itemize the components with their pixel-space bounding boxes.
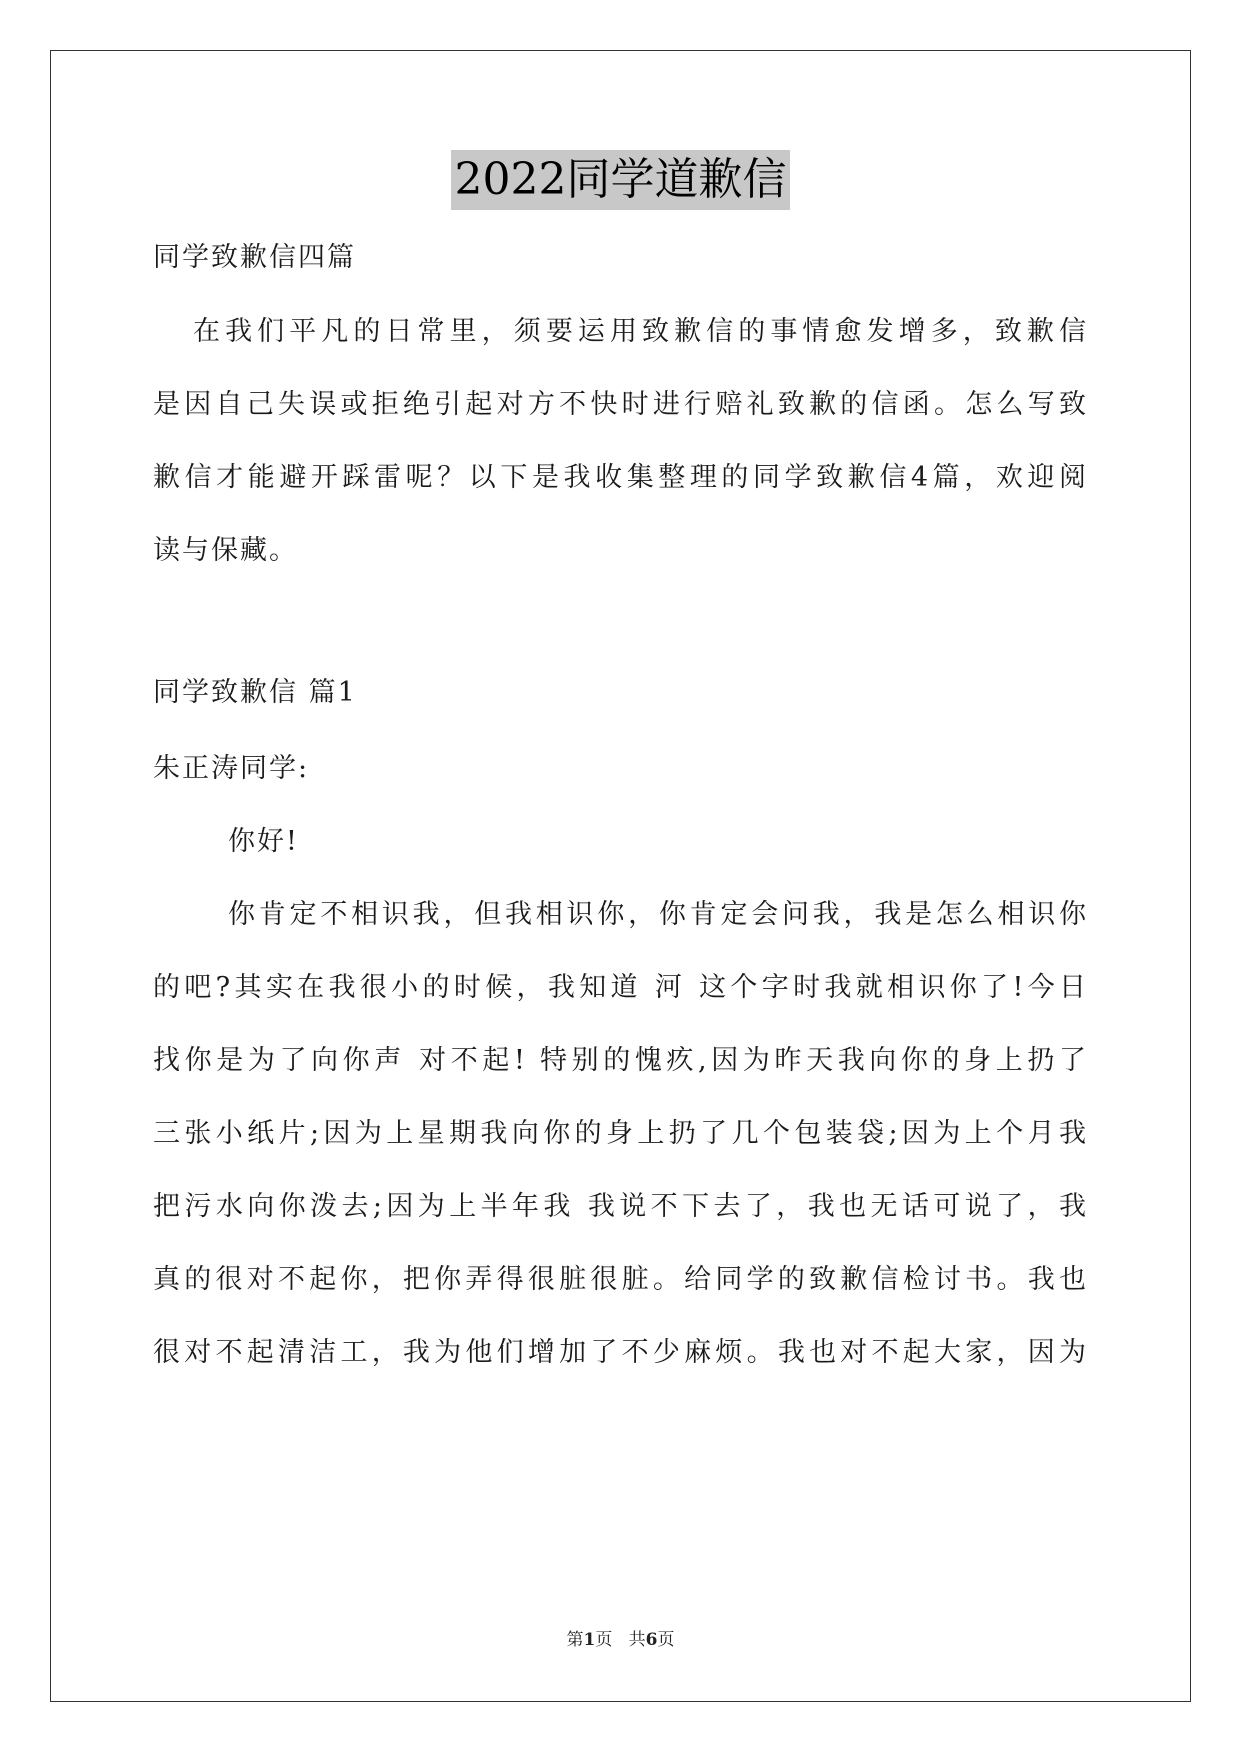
- body-line: 你肯定不相识我，但我相识你，你肯定会问我，我是怎么相识你: [228, 899, 1088, 930]
- body-line: 把污水向你泼去;因为上半年我 我说不下去了，我也无话可说了，我: [153, 1191, 1088, 1222]
- body-line: 真的很对不起你，把你弄得很脏很脏。给同学的致歉信检讨书。我也: [153, 1264, 1088, 1295]
- page-border: [50, 50, 1191, 1702]
- page-footer: [0, 1628, 1241, 1652]
- intro-line: 歉信才能避开踩雷呢？以下是我收集整理的同学致歉信4篇，欢迎阅: [153, 462, 1088, 493]
- body-line: 三张小纸片;因为上星期我向你的身上扔了几个包装袋;因为上个月我: [153, 1118, 1088, 1149]
- title-container: [0, 150, 1241, 210]
- intro-line: 是因自己失误或拒绝引起对方不快时进行赔礼致歉的信函。怎么写致: [153, 389, 1088, 420]
- body-line: 找你是为了向你声 对不起! 特别的愧疚,因为昨天我向你的身上扔了: [153, 1045, 1088, 1076]
- intro-line: 读与保藏。: [153, 535, 298, 566]
- body-line: 很对不起清洁工，我为他们增加了不少麻烦。我也对不起大家，因为: [153, 1337, 1088, 1368]
- greeting: 你好!: [228, 826, 299, 857]
- footer-suffix: 页: [657, 1630, 675, 1650]
- current-page-number: 1: [583, 1630, 596, 1650]
- document-subtitle: 同学致歉信四篇: [153, 242, 356, 273]
- body-line: 的吧?其实在我很小的时候，我知道 河 这个字时我就相识你了!今日: [153, 972, 1088, 1003]
- total-page-number: 6: [645, 1630, 658, 1650]
- intro-line: 在我们平凡的日常里，须要运用致歉信的事情愈发增多，致歉信: [193, 316, 1088, 347]
- footer-prefix: 第: [566, 1630, 584, 1650]
- document-title: 2022同学道歉信: [451, 150, 791, 210]
- section-heading: 同学致歉信 篇1: [153, 677, 357, 708]
- salutation: 朱正涛同学:: [153, 753, 310, 784]
- footer-mid: 页 共: [595, 1630, 646, 1650]
